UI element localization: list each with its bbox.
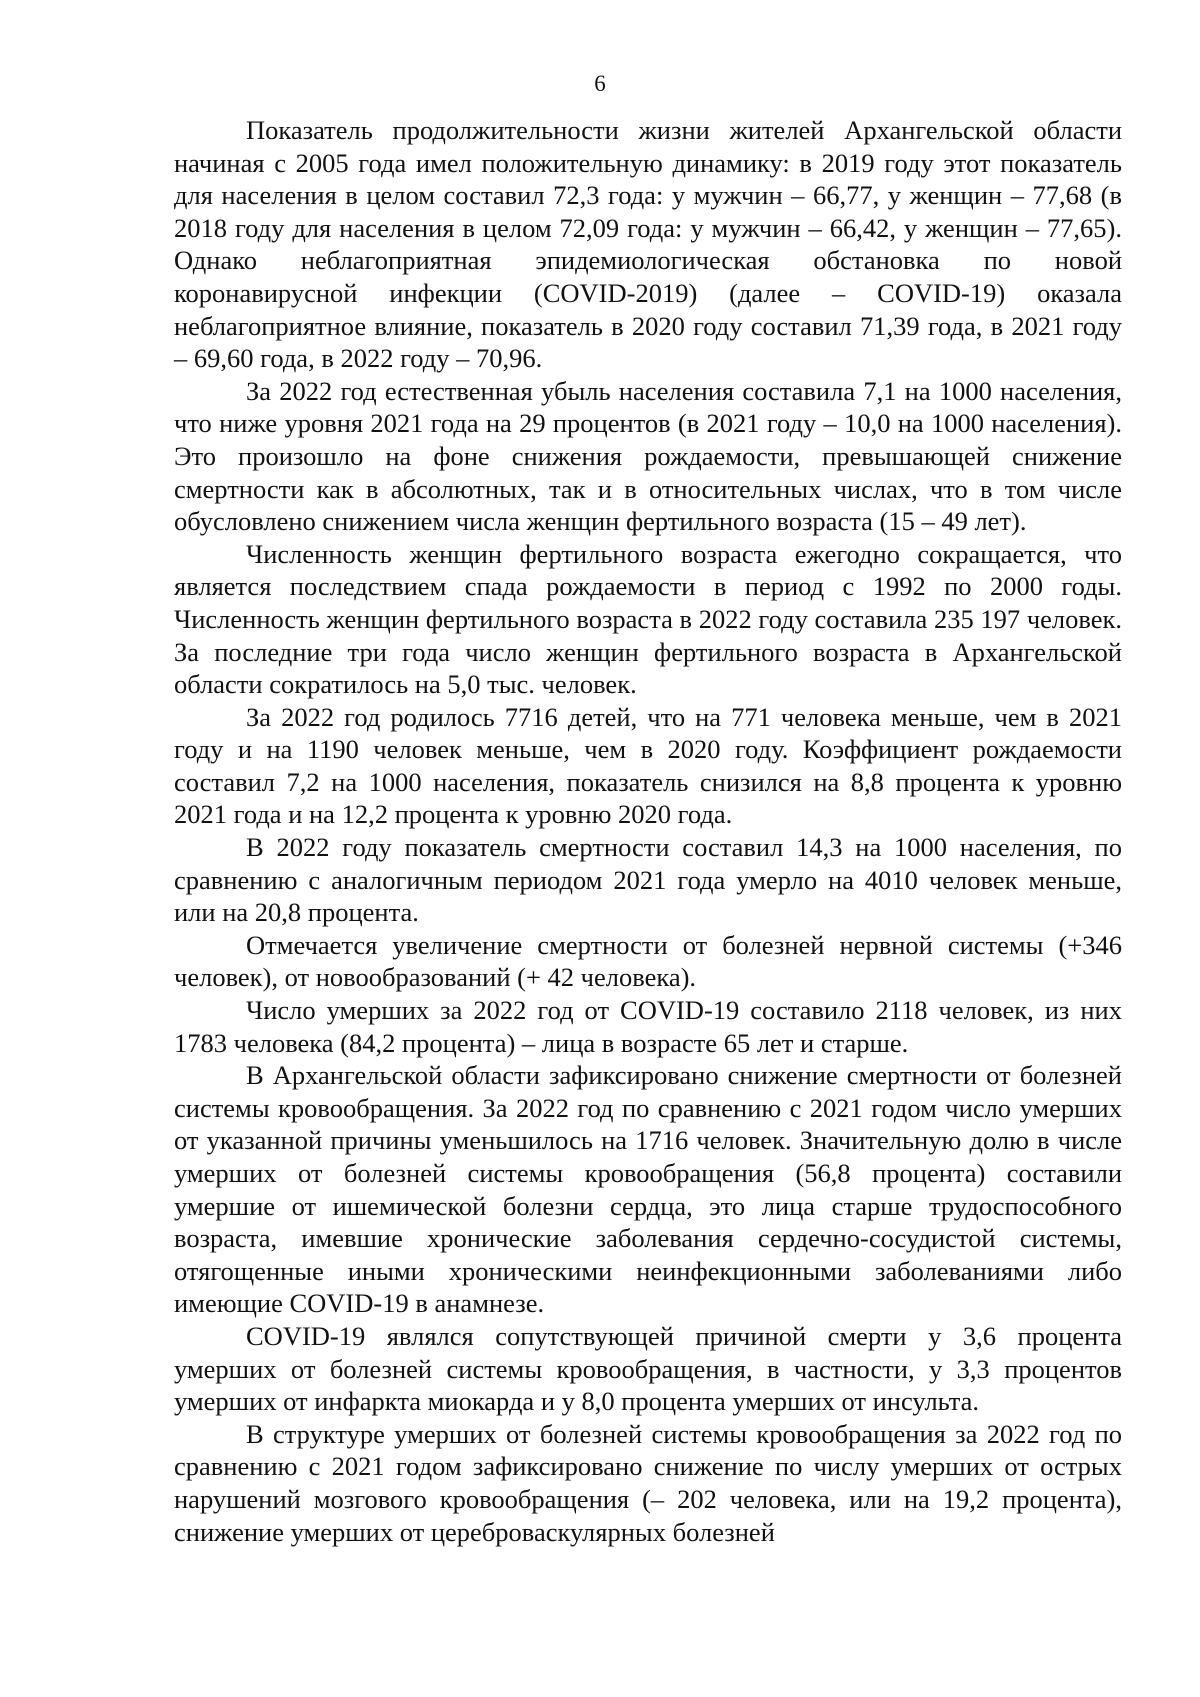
- paragraph-mortality-rate: В 2022 году показатель смертности составил 14,3 на 1000 населения, по сравнению с аналогичным периодом 2021 года умерло на 4010 человек меньше, или на 20,8 процента.: [174, 832, 1122, 928]
- paragraph-covid-deaths: Число умерших за 2022 год от COVID-19 составило 2118 человек, из них 1783 человека (84,2 процента) – лица в возрасте 65 лет и старше.: [174, 995, 1122, 1058]
- paragraph-covid-comorbidity: COVID-19 являлся сопутствующей причиной смерти у 3,6 процента умерших от болезней системы кровообращения, в частности, у 3,3 процентов умерших от инфаркта миокарда и у 8,0 процента умерших от инсульта.: [174, 1320, 1122, 1417]
- paragraph-circulatory-decline: В Архангельской области зафиксировано снижение смертности от болезней системы кровообращения. За 2022 год по сравнению с 2021 годом число умерших от указанной причины уменьшилось на 1716 человек. Значительную долю в числе умерших от болезней системы кровообращения (56,8 процента) составили умершие от ишемической болезни сердца, это лица старше трудоспособного возраста, имевшие хронические заболевания сердечно-сосудистой системы, отягощенные иными хроническими неинфекционными заболеваниями либо имеющие COVID-19 в анамнезе.: [174, 1060, 1122, 1319]
- paragraph-life-expectancy: Показатель продолжительности жизни жителей Архангельской области начиная с 2005 года имел положительную динамику: в 2019 году этот показатель для населения в целом составил 72,3 года: у мужчин – 66,77, у женщин – 77,68 (в 2018 году для населения в целом 72,09 года: у мужчин – 66,42, у женщин – 77,65). Однако неблагоприятная эпидемиологическая обстановка по новой коронавирусной инфекции (COVID-2019) (далее – COVID-19) оказала неблагоприятное влияние, показатель в 2020 году составил 71,39 года, в 2021 году – 69,60 года, в 2022 году – 70,96.: [174, 115, 1122, 374]
- paragraph-births: За 2022 год родилось 7716 детей, что на 771 человека меньше, чем в 2021 году и на 1190 человек меньше, чем в 2020 году. Коэффициент рождаемости составил 7,2 на 1000 населения, показатель снизился на 8,8 процента к уровню 2021 года и на 12,2 процента к уровню 2020 года.: [174, 701, 1122, 830]
- page-number: 6: [594, 71, 606, 96]
- paragraph-circulatory-structure: В структуре умерших от болезней системы кровообращения за 2022 год по сравнению с 2021 годом зафиксировано снижение по числу умерших от острых нарушений мозгового кровообращения (– 202 человека, или на 19,2 процента), снижение умерших от цереброваскулярных болезней: [174, 1418, 1122, 1547]
- document-body: [174, 114, 1122, 1548]
- paragraph-mortality-increase: Отмечается увеличение смертности от болезней нервной системы (+346 человек), от новообразований (+ 42 человека).: [174, 929, 1122, 993]
- paragraph-fertile-women: Численность женщин фертильного возраста ежегодно сокращается, что является последствием спада рождаемости в период с 1992 по 2000 годы. Численность женщин фертильного возраста в 2022 году составила 235 197 человек. За последние три года число женщин фертильного возраста в Архангельской области сократилось на 5,0 тыс. человек.: [174, 538, 1122, 700]
- paragraph-natural-decline: За 2022 год естественная убыль населения составила 7,1 на 1000 населения, что ниже уровня 2021 года на 29 процентов (в 2021 году – 10,0 на 1000 населения). Это произошло на фоне снижения рождаемости, превышающей снижение смертности как в абсолютных, так и в относительных числах, что в том числе обусловлено снижением числа женщин фертильного возраста (15 – 49 лет).: [174, 375, 1122, 537]
